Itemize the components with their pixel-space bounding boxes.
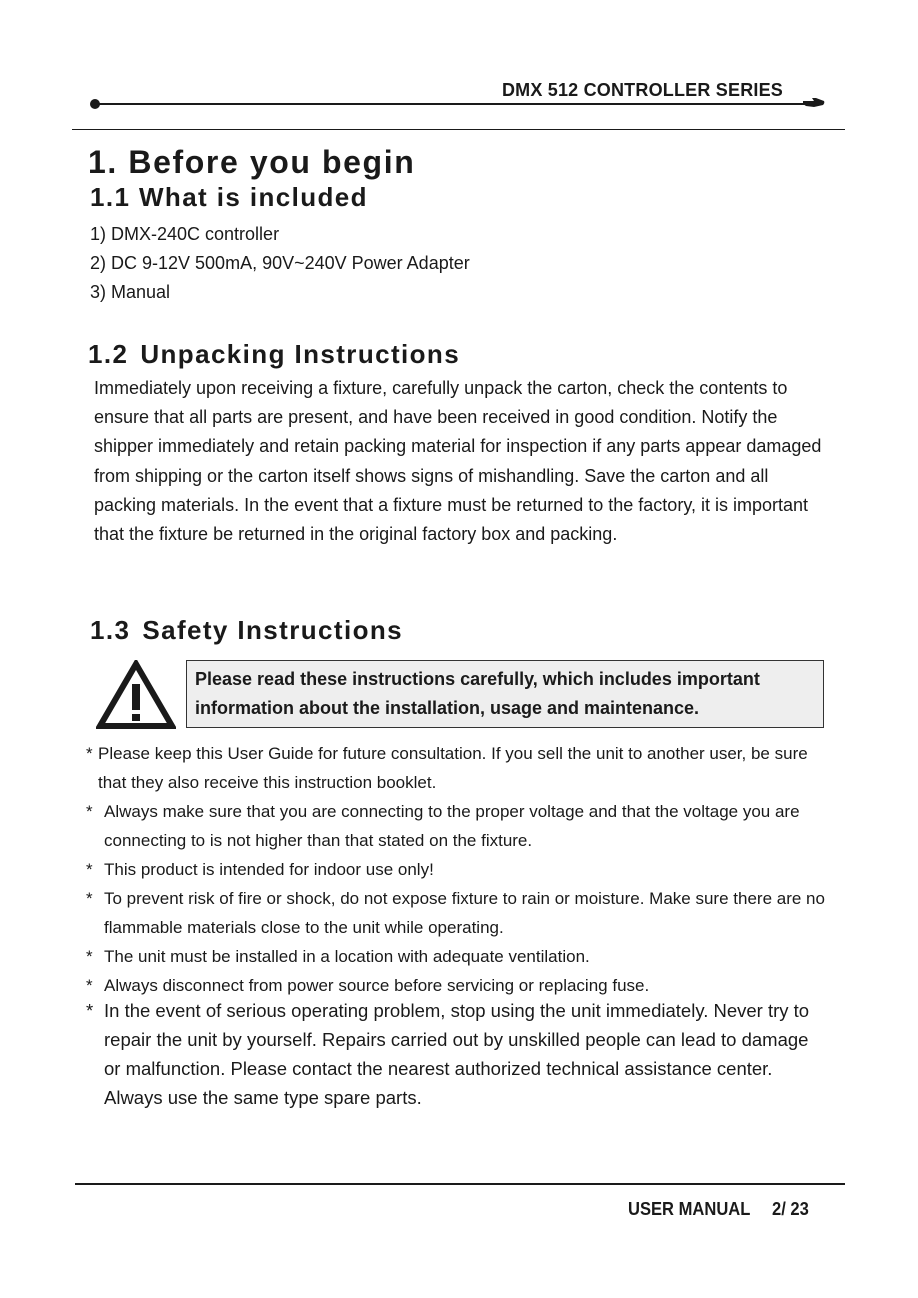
list-item: * This product is intended for indoor use only!: [86, 860, 434, 879]
list-item: * Always disconnect from power source before servicing or replacing fuse.: [86, 976, 650, 995]
section-heading-included: 1.1 What is included: [90, 182, 368, 212]
safety-list: [86, 739, 826, 1112]
header-line: [95, 103, 805, 105]
warning-triangle-icon: [96, 660, 176, 735]
page-title: 1. Before you begin: [88, 144, 416, 180]
section-heading-safety: [90, 615, 403, 646]
list-item: 3) Manual: [90, 282, 171, 302]
page-number: 2/ 23: [772, 1199, 809, 1219]
header-rule: [72, 129, 845, 130]
list-item: * Please keep this User Guide for future consultation. If you sell the unit to another user, be sure that they also receive this instruction booklet.: [86, 744, 808, 792]
list-item: * The unit must be installed in a location with adequate ventilation.: [86, 947, 590, 966]
list-item: * To prevent risk of fire or shock, do not expose fixture to rain or moisture. Make sure there are no flammable materials close to the unit while operating.: [86, 889, 825, 937]
list-item: 2) DC 9-12V 500mA, 90V~240V Power Adapter: [90, 253, 470, 273]
section-number: 1.2: [88, 339, 129, 369]
list-item: 1) DMX-240C controller: [90, 224, 280, 244]
series-title: DMX 512 CONTROLLER SERIES: [501, 80, 783, 100]
footer-label: USER MANUAL: [628, 1199, 751, 1219]
list-item: * In the event of serious operating problem, stop using the unit immediately. Never try to repair the unit by yourself. Repairs carried out by unskilled people can lead to damage or malfunction. Please contact the nearest authorized technical assistance center. Always use the same type spare parts.: [86, 1000, 810, 1108]
included-list: [90, 220, 470, 307]
safety-notice-box: Please read these instructions carefully, which includes important information about the installation, usage and maintenance.: [186, 660, 824, 728]
footer-rule: [75, 1183, 845, 1185]
section-heading-text: Unpacking Instructions: [140, 339, 461, 369]
section-heading-text: Safety Instructions: [142, 615, 403, 645]
section-number: 1.3: [90, 615, 131, 645]
pointing-hand-icon: [802, 95, 826, 114]
unpacking-paragraph: Immediately upon receiving a fixture, carefully unpack the carton, check the contents to ensure that all parts are present, and have been received in good condition. Notify the shipper immediately and retain packing material for inspection if any parts appear damaged from shipping or the carton itself shows signs of mishandling. Save the carton and all packing materials. In the event that a fixture must be returned to the factory, it is important that the fixture be returned in the original factory box and packing.: [94, 378, 822, 545]
section-heading-unpacking: [88, 339, 460, 370]
list-item: * Always make sure that you are connecting to the proper voltage and that the voltage you are connecting to is not higher than that stated on the fixture.: [86, 802, 800, 850]
